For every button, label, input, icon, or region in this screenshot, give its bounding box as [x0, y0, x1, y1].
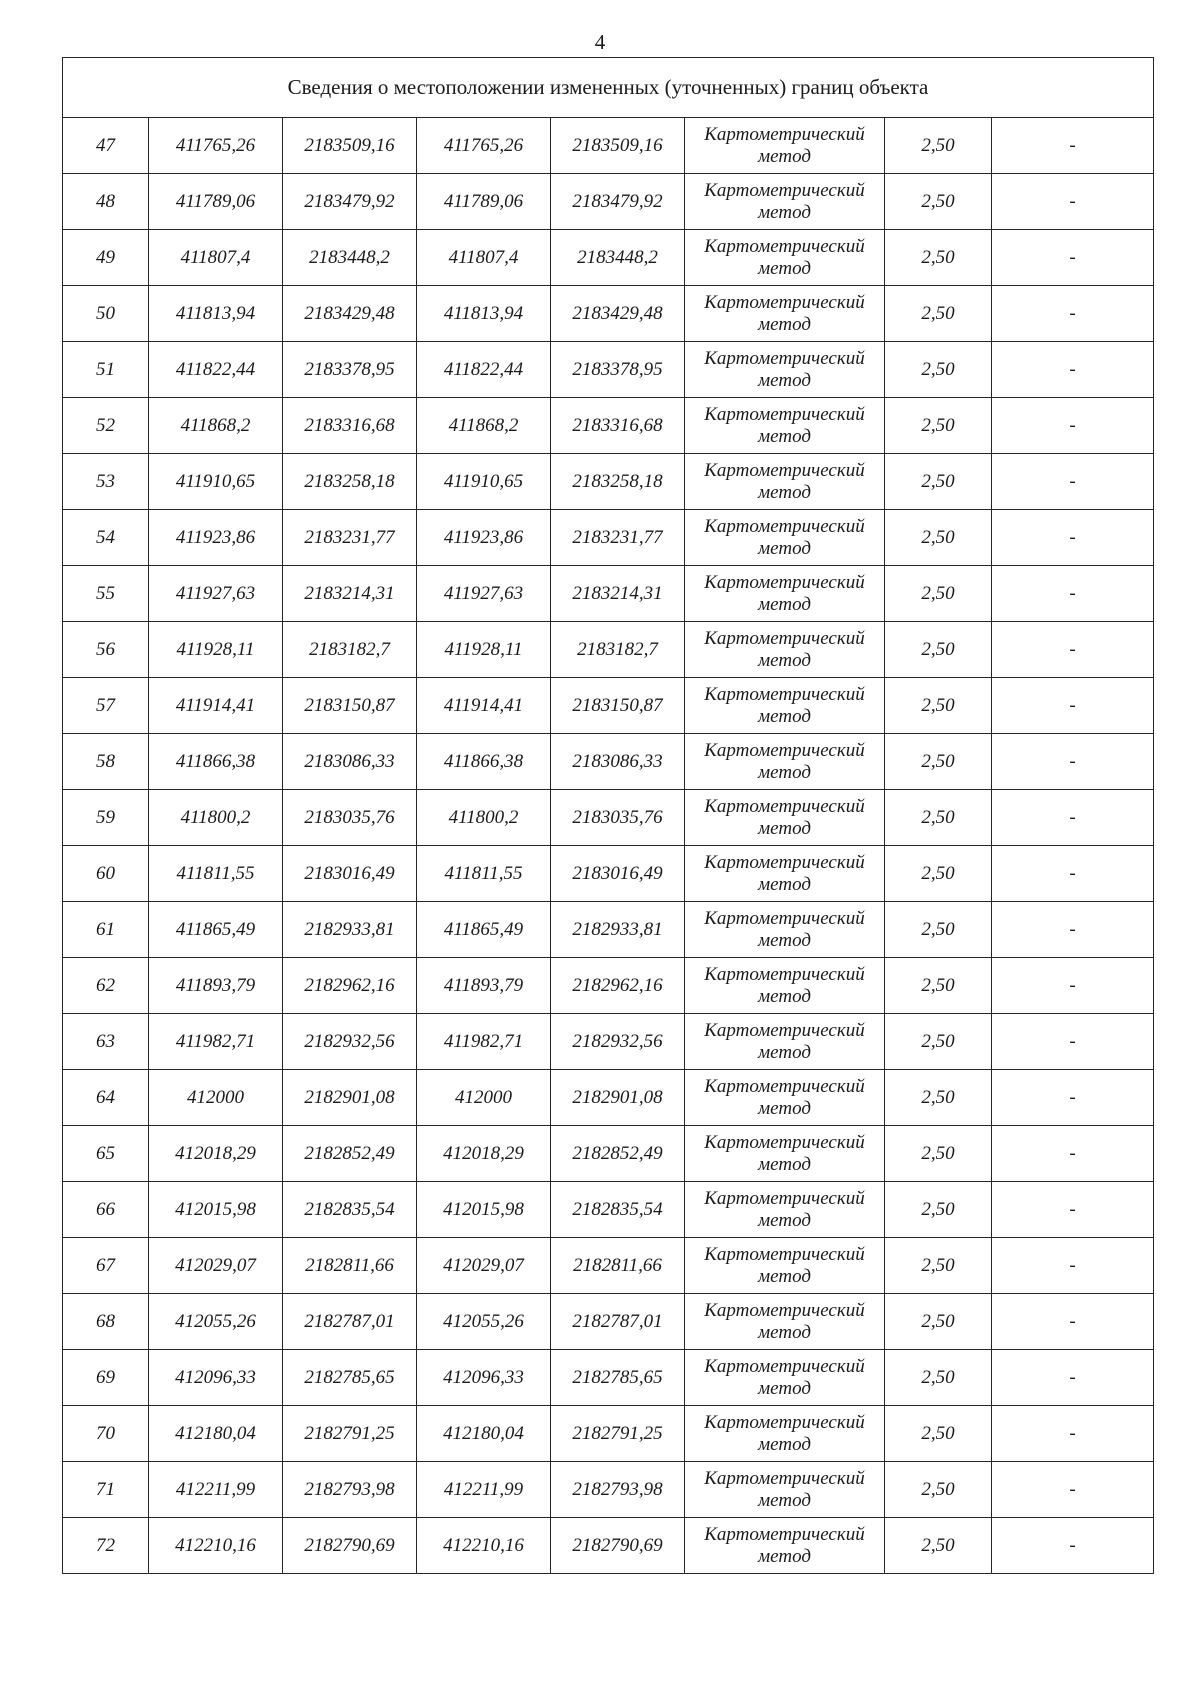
- y-existing-cell: 2183016,49: [283, 846, 417, 902]
- y-refined-cell: 2182787,01: [551, 1294, 685, 1350]
- note-cell: -: [992, 1126, 1154, 1182]
- x-existing-cell: 411813,94: [149, 286, 283, 342]
- accuracy-cell: 2,50: [885, 1294, 992, 1350]
- y-refined-cell: 2183258,18: [551, 454, 685, 510]
- y-refined-cell: 2183150,87: [551, 678, 685, 734]
- point-number-cell: 52: [63, 398, 149, 454]
- y-existing-cell: 2183448,2: [283, 230, 417, 286]
- method-cell: [685, 1462, 885, 1518]
- method-label-line2: метод: [758, 761, 811, 783]
- y-refined-cell: 2182790,69: [551, 1518, 685, 1574]
- method-label-line2: метод: [758, 313, 811, 335]
- y-refined-cell: 2183378,95: [551, 342, 685, 398]
- note-cell: -: [992, 286, 1154, 342]
- y-refined-cell: 2183448,2: [551, 230, 685, 286]
- method-label-line1: Картометрический: [704, 1467, 865, 1489]
- boundary-coordinates-table: [62, 57, 1154, 1574]
- method-label-line1: Картометрический: [704, 683, 865, 705]
- method-label-line2: метод: [758, 817, 811, 839]
- method-label-line2: метод: [758, 1097, 811, 1119]
- note-cell: -: [992, 790, 1154, 846]
- method-label-line2: метод: [758, 257, 811, 279]
- method-label-line2: метод: [758, 1041, 811, 1063]
- x-refined-cell: 411866,38: [417, 734, 551, 790]
- note-cell: -: [992, 174, 1154, 230]
- method-label-line2: метод: [758, 1545, 811, 1567]
- note-cell: -: [992, 734, 1154, 790]
- x-existing-cell: 411822,44: [149, 342, 283, 398]
- point-number-cell: 67: [63, 1238, 149, 1294]
- note-cell: -: [992, 398, 1154, 454]
- method-cell: [685, 1350, 885, 1406]
- y-refined-cell: 2182785,65: [551, 1350, 685, 1406]
- y-existing-cell: 2183479,92: [283, 174, 417, 230]
- method-cell: [685, 1238, 885, 1294]
- accuracy-cell: 2,50: [885, 566, 992, 622]
- y-refined-cell: 2183429,48: [551, 286, 685, 342]
- x-refined-cell: 412000: [417, 1070, 551, 1126]
- x-refined-cell: 411765,26: [417, 118, 551, 174]
- accuracy-cell: 2,50: [885, 958, 992, 1014]
- accuracy-cell: 2,50: [885, 454, 992, 510]
- accuracy-cell: 2,50: [885, 1350, 992, 1406]
- accuracy-cell: 2,50: [885, 1182, 992, 1238]
- accuracy-cell: 2,50: [885, 1014, 992, 1070]
- method-cell: [685, 622, 885, 678]
- x-refined-cell: 411914,41: [417, 678, 551, 734]
- x-refined-cell: 412210,16: [417, 1518, 551, 1574]
- method-cell: [685, 118, 885, 174]
- note-cell: -: [992, 1294, 1154, 1350]
- note-cell: -: [992, 566, 1154, 622]
- x-existing-cell: 411868,2: [149, 398, 283, 454]
- y-existing-cell: 2183182,7: [283, 622, 417, 678]
- note-cell: -: [992, 1406, 1154, 1462]
- y-refined-cell: 2182852,49: [551, 1126, 685, 1182]
- point-number-cell: 69: [63, 1350, 149, 1406]
- accuracy-cell: 2,50: [885, 118, 992, 174]
- x-existing-cell: 411765,26: [149, 118, 283, 174]
- y-existing-cell: 2182933,81: [283, 902, 417, 958]
- x-existing-cell: 411927,63: [149, 566, 283, 622]
- table-row: [63, 958, 1154, 1014]
- method-label-line2: метод: [758, 425, 811, 447]
- x-existing-cell: 411807,4: [149, 230, 283, 286]
- x-existing-cell: 411893,79: [149, 958, 283, 1014]
- method-cell: [685, 1126, 885, 1182]
- point-number-cell: 47: [63, 118, 149, 174]
- method-label-line1: Картометрический: [704, 851, 865, 873]
- x-refined-cell: 411800,2: [417, 790, 551, 846]
- table-body: [63, 118, 1154, 1574]
- y-refined-cell: 2183479,92: [551, 174, 685, 230]
- method-label-line1: Картометрический: [704, 1523, 865, 1545]
- point-number-cell: 60: [63, 846, 149, 902]
- method-label-line1: Картометрический: [704, 347, 865, 369]
- y-refined-cell: 2183231,77: [551, 510, 685, 566]
- y-existing-cell: 2183035,76: [283, 790, 417, 846]
- x-refined-cell: 411813,94: [417, 286, 551, 342]
- method-label-line2: метод: [758, 873, 811, 895]
- method-cell: [685, 846, 885, 902]
- y-refined-cell: 2183086,33: [551, 734, 685, 790]
- y-refined-cell: 2182811,66: [551, 1238, 685, 1294]
- point-number-cell: 48: [63, 174, 149, 230]
- table-row: [63, 1238, 1154, 1294]
- point-number-cell: 57: [63, 678, 149, 734]
- x-existing-cell: 411800,2: [149, 790, 283, 846]
- x-existing-cell: 412055,26: [149, 1294, 283, 1350]
- accuracy-cell: 2,50: [885, 510, 992, 566]
- method-label-line1: Картометрический: [704, 1019, 865, 1041]
- point-number-cell: 61: [63, 902, 149, 958]
- y-existing-cell: 2183231,77: [283, 510, 417, 566]
- y-refined-cell: 2183182,7: [551, 622, 685, 678]
- method-cell: [685, 958, 885, 1014]
- x-refined-cell: 412211,99: [417, 1462, 551, 1518]
- y-refined-cell: 2182793,98: [551, 1462, 685, 1518]
- point-number-cell: 63: [63, 1014, 149, 1070]
- accuracy-cell: 2,50: [885, 174, 992, 230]
- y-refined-cell: 2183016,49: [551, 846, 685, 902]
- method-label-line2: метод: [758, 1153, 811, 1175]
- accuracy-cell: 2,50: [885, 790, 992, 846]
- y-refined-cell: 2182791,25: [551, 1406, 685, 1462]
- x-refined-cell: 411807,4: [417, 230, 551, 286]
- method-cell: [685, 286, 885, 342]
- y-refined-cell: 2183316,68: [551, 398, 685, 454]
- table-row: [63, 1406, 1154, 1462]
- method-label-line1: Картометрический: [704, 795, 865, 817]
- method-cell: [685, 790, 885, 846]
- y-refined-cell: 2183509,16: [551, 118, 685, 174]
- table-row: [63, 118, 1154, 174]
- accuracy-cell: 2,50: [885, 846, 992, 902]
- y-existing-cell: 2182962,16: [283, 958, 417, 1014]
- method-label-line2: метод: [758, 145, 811, 167]
- method-cell: [685, 1294, 885, 1350]
- table-row: [63, 846, 1154, 902]
- x-refined-cell: 411822,44: [417, 342, 551, 398]
- point-number-cell: 49: [63, 230, 149, 286]
- y-refined-cell: 2183214,31: [551, 566, 685, 622]
- accuracy-cell: 2,50: [885, 1462, 992, 1518]
- x-refined-cell: 411811,55: [417, 846, 551, 902]
- x-existing-cell: 411910,65: [149, 454, 283, 510]
- y-existing-cell: 2182932,56: [283, 1014, 417, 1070]
- note-cell: -: [992, 1462, 1154, 1518]
- y-existing-cell: 2182790,69: [283, 1518, 417, 1574]
- table-row: [63, 174, 1154, 230]
- table-row: [63, 566, 1154, 622]
- note-cell: -: [992, 902, 1154, 958]
- point-number-cell: 66: [63, 1182, 149, 1238]
- accuracy-cell: 2,50: [885, 622, 992, 678]
- point-number-cell: 70: [63, 1406, 149, 1462]
- point-number-cell: 53: [63, 454, 149, 510]
- x-existing-cell: 411789,06: [149, 174, 283, 230]
- accuracy-cell: 2,50: [885, 342, 992, 398]
- method-label-line1: Картометрический: [704, 123, 865, 145]
- y-existing-cell: 2182852,49: [283, 1126, 417, 1182]
- note-cell: -: [992, 1518, 1154, 1574]
- y-refined-cell: 2182901,08: [551, 1070, 685, 1126]
- method-label-line1: Картометрический: [704, 179, 865, 201]
- x-existing-cell: 411928,11: [149, 622, 283, 678]
- method-label-line1: Картометрический: [704, 235, 865, 257]
- y-existing-cell: 2182787,01: [283, 1294, 417, 1350]
- x-refined-cell: 411789,06: [417, 174, 551, 230]
- table-row: [63, 1070, 1154, 1126]
- point-number-cell: 62: [63, 958, 149, 1014]
- table-caption: Сведения о местоположении измененных (уточненных) границ объекта: [63, 58, 1154, 118]
- method-label-line1: Картометрический: [704, 1299, 865, 1321]
- method-cell: [685, 1406, 885, 1462]
- table-row: [63, 454, 1154, 510]
- accuracy-cell: 2,50: [885, 678, 992, 734]
- method-label-line1: Картометрический: [704, 627, 865, 649]
- method-cell: [685, 1182, 885, 1238]
- accuracy-cell: 2,50: [885, 1518, 992, 1574]
- x-refined-cell: 412180,04: [417, 1406, 551, 1462]
- method-label-line2: метод: [758, 1433, 811, 1455]
- y-refined-cell: 2182932,56: [551, 1014, 685, 1070]
- x-existing-cell: 412029,07: [149, 1238, 283, 1294]
- note-cell: -: [992, 230, 1154, 286]
- table-row: [63, 902, 1154, 958]
- table-row: [63, 398, 1154, 454]
- x-existing-cell: 411923,86: [149, 510, 283, 566]
- method-label-line1: Картометрический: [704, 403, 865, 425]
- x-refined-cell: 412018,29: [417, 1126, 551, 1182]
- y-refined-cell: 2182933,81: [551, 902, 685, 958]
- method-cell: [685, 1070, 885, 1126]
- method-label-line1: Картометрический: [704, 963, 865, 985]
- note-cell: -: [992, 342, 1154, 398]
- point-number-cell: 68: [63, 1294, 149, 1350]
- note-cell: -: [992, 454, 1154, 510]
- note-cell: -: [992, 1182, 1154, 1238]
- method-label-line1: Картометрический: [704, 291, 865, 313]
- y-refined-cell: 2182835,54: [551, 1182, 685, 1238]
- note-cell: -: [992, 510, 1154, 566]
- point-number-cell: 72: [63, 1518, 149, 1574]
- x-existing-cell: 412210,16: [149, 1518, 283, 1574]
- point-number-cell: 54: [63, 510, 149, 566]
- point-number-cell: 55: [63, 566, 149, 622]
- y-existing-cell: 2183509,16: [283, 118, 417, 174]
- method-cell: [685, 678, 885, 734]
- x-refined-cell: 411865,49: [417, 902, 551, 958]
- method-label-line2: метод: [758, 1265, 811, 1287]
- table-row: [63, 1182, 1154, 1238]
- table-row: [63, 510, 1154, 566]
- method-label-line2: метод: [758, 929, 811, 951]
- method-cell: [685, 1014, 885, 1070]
- x-existing-cell: 411982,71: [149, 1014, 283, 1070]
- table-caption-row: [63, 58, 1154, 118]
- x-existing-cell: 412211,99: [149, 1462, 283, 1518]
- method-label-line1: Картометрический: [704, 907, 865, 929]
- table-row: [63, 622, 1154, 678]
- method-label-line2: метод: [758, 593, 811, 615]
- accuracy-cell: 2,50: [885, 230, 992, 286]
- table-row: [63, 230, 1154, 286]
- method-cell: [685, 510, 885, 566]
- point-number-cell: 65: [63, 1126, 149, 1182]
- note-cell: -: [992, 622, 1154, 678]
- table-row: [63, 734, 1154, 790]
- x-existing-cell: 412015,98: [149, 1182, 283, 1238]
- method-cell: [685, 342, 885, 398]
- accuracy-cell: 2,50: [885, 902, 992, 958]
- method-cell: [685, 174, 885, 230]
- method-label-line2: метод: [758, 369, 811, 391]
- note-cell: -: [992, 1238, 1154, 1294]
- table-row: [63, 678, 1154, 734]
- method-label-line2: метод: [758, 1377, 811, 1399]
- x-refined-cell: 412029,07: [417, 1238, 551, 1294]
- y-existing-cell: 2183214,31: [283, 566, 417, 622]
- point-number-cell: 64: [63, 1070, 149, 1126]
- accuracy-cell: 2,50: [885, 1070, 992, 1126]
- x-refined-cell: 411923,86: [417, 510, 551, 566]
- method-label-line1: Картометрический: [704, 1355, 865, 1377]
- y-existing-cell: 2182835,54: [283, 1182, 417, 1238]
- method-label-line1: Картометрический: [704, 1243, 865, 1265]
- note-cell: -: [992, 1350, 1154, 1406]
- method-cell: [685, 230, 885, 286]
- method-label-line2: метод: [758, 201, 811, 223]
- method-cell: [685, 398, 885, 454]
- note-cell: -: [992, 1014, 1154, 1070]
- method-label-line2: метод: [758, 1321, 811, 1343]
- x-refined-cell: 411910,65: [417, 454, 551, 510]
- point-number-cell: 59: [63, 790, 149, 846]
- point-number-cell: 51: [63, 342, 149, 398]
- note-cell: -: [992, 958, 1154, 1014]
- x-refined-cell: 412055,26: [417, 1294, 551, 1350]
- table-row: [63, 342, 1154, 398]
- accuracy-cell: 2,50: [885, 398, 992, 454]
- method-cell: [685, 1518, 885, 1574]
- x-existing-cell: 411866,38: [149, 734, 283, 790]
- y-existing-cell: 2182785,65: [283, 1350, 417, 1406]
- method-label-line2: метод: [758, 537, 811, 559]
- method-label-line2: метод: [758, 705, 811, 727]
- x-existing-cell: 411914,41: [149, 678, 283, 734]
- x-refined-cell: 412015,98: [417, 1182, 551, 1238]
- method-label-line2: метод: [758, 985, 811, 1007]
- method-label-line1: Картометрический: [704, 1187, 865, 1209]
- note-cell: -: [992, 846, 1154, 902]
- page-number: 4: [594, 30, 606, 54]
- method-label-line1: Картометрический: [704, 571, 865, 593]
- table-row: [63, 790, 1154, 846]
- method-label-line2: метод: [758, 1209, 811, 1231]
- point-number-cell: 58: [63, 734, 149, 790]
- x-refined-cell: 412096,33: [417, 1350, 551, 1406]
- x-refined-cell: 411893,79: [417, 958, 551, 1014]
- accuracy-cell: 2,50: [885, 734, 992, 790]
- y-existing-cell: 2183258,18: [283, 454, 417, 510]
- y-existing-cell: 2182901,08: [283, 1070, 417, 1126]
- y-existing-cell: 2183378,95: [283, 342, 417, 398]
- x-existing-cell: 412000: [149, 1070, 283, 1126]
- y-existing-cell: 2183086,33: [283, 734, 417, 790]
- table-row: [63, 286, 1154, 342]
- method-label-line1: Картометрический: [704, 739, 865, 761]
- x-existing-cell: 411811,55: [149, 846, 283, 902]
- x-refined-cell: 411982,71: [417, 1014, 551, 1070]
- y-existing-cell: 2182791,25: [283, 1406, 417, 1462]
- note-cell: -: [992, 1070, 1154, 1126]
- point-number-cell: 71: [63, 1462, 149, 1518]
- method-cell: [685, 734, 885, 790]
- point-number-cell: 56: [63, 622, 149, 678]
- x-refined-cell: 411927,63: [417, 566, 551, 622]
- y-existing-cell: 2182811,66: [283, 1238, 417, 1294]
- y-refined-cell: 2182962,16: [551, 958, 685, 1014]
- note-cell: -: [992, 678, 1154, 734]
- method-label-line1: Картометрический: [704, 459, 865, 481]
- x-existing-cell: 412180,04: [149, 1406, 283, 1462]
- method-label-line1: Картометрический: [704, 1075, 865, 1097]
- y-existing-cell: 2183316,68: [283, 398, 417, 454]
- x-refined-cell: 411868,2: [417, 398, 551, 454]
- method-label-line2: метод: [758, 481, 811, 503]
- accuracy-cell: 2,50: [885, 286, 992, 342]
- y-existing-cell: 2183429,48: [283, 286, 417, 342]
- accuracy-cell: 2,50: [885, 1126, 992, 1182]
- y-existing-cell: 2182793,98: [283, 1462, 417, 1518]
- x-existing-cell: 411865,49: [149, 902, 283, 958]
- x-existing-cell: 412096,33: [149, 1350, 283, 1406]
- x-existing-cell: 412018,29: [149, 1126, 283, 1182]
- y-existing-cell: 2183150,87: [283, 678, 417, 734]
- method-label-line2: метод: [758, 1489, 811, 1511]
- note-cell: -: [992, 118, 1154, 174]
- method-cell: [685, 566, 885, 622]
- x-refined-cell: 411928,11: [417, 622, 551, 678]
- table-row: [63, 1294, 1154, 1350]
- accuracy-cell: 2,50: [885, 1238, 992, 1294]
- table-row: [63, 1350, 1154, 1406]
- method-label-line1: Картометрический: [704, 515, 865, 537]
- table-row: [63, 1126, 1154, 1182]
- method-cell: [685, 902, 885, 958]
- table-row: [63, 1518, 1154, 1574]
- method-label-line2: метод: [758, 649, 811, 671]
- point-number-cell: 50: [63, 286, 149, 342]
- method-label-line1: Картометрический: [704, 1411, 865, 1433]
- accuracy-cell: 2,50: [885, 1406, 992, 1462]
- y-refined-cell: 2183035,76: [551, 790, 685, 846]
- table-row: [63, 1462, 1154, 1518]
- table-row: [63, 1014, 1154, 1070]
- method-cell: [685, 454, 885, 510]
- method-label-line1: Картометрический: [704, 1131, 865, 1153]
